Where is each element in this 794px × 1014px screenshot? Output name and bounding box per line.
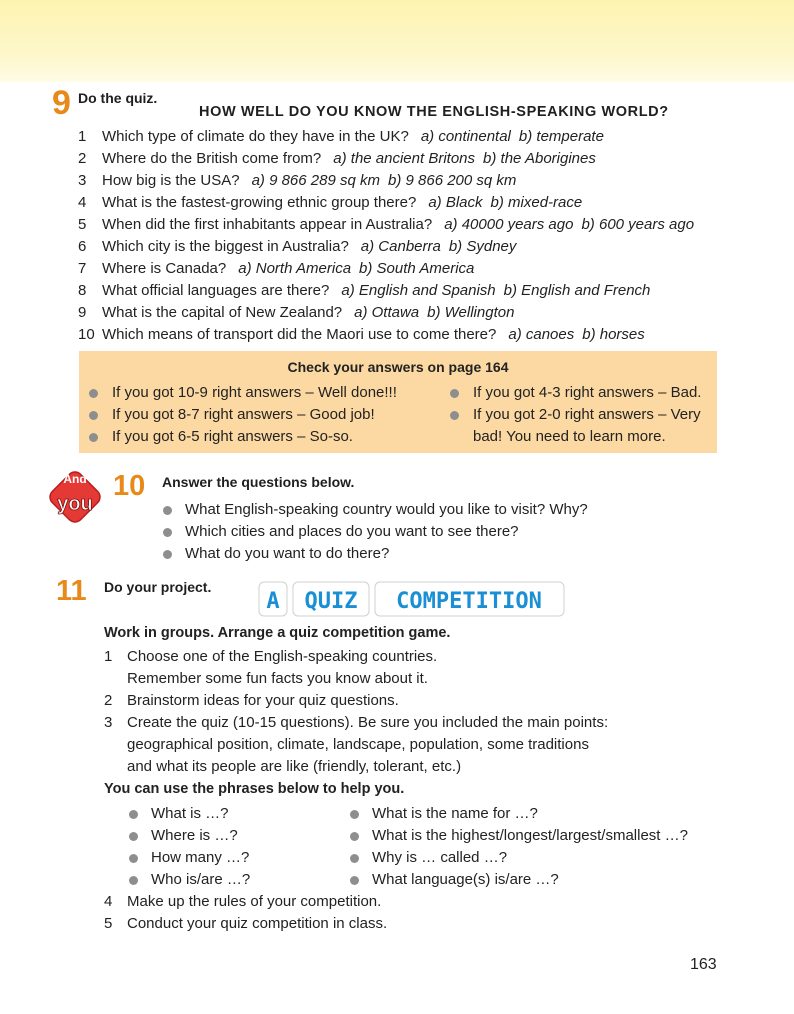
list-item: What do you want to do there?: [161, 543, 588, 565]
exercise-9-number: 9: [52, 84, 71, 122]
project-step: 2 Brainstorm ideas for your quiz questions.: [104, 692, 399, 709]
exercise-10-title: Answer the questions below.: [162, 474, 355, 490]
phrases-left: [127, 803, 250, 891]
quiz-question: 3 How big is the USA? a) 9 866 289 sq km b) 9 866 200 sq km: [78, 172, 517, 189]
bullet-icon: [129, 810, 138, 819]
project-step: 5 Conduct your quiz competition in class.: [104, 915, 388, 932]
bullet-icon: [129, 876, 138, 885]
phrase-item: Why is … called …?: [348, 847, 688, 869]
and-you-badge-icon: [44, 466, 106, 528]
bullet-icon: [163, 550, 172, 559]
bullet-icon: [89, 411, 98, 420]
project-step-continued: Remember some fun facts you know about it.: [127, 670, 428, 687]
page-header-band: [0, 0, 794, 82]
exercise-11-title: Do your project.: [104, 579, 212, 595]
quiz-question: 8 What official languages are there? a) English and Spanish b) English and French: [78, 282, 651, 299]
exercise-10-questions: [161, 499, 588, 565]
phrase-item: Where is …?: [127, 825, 250, 847]
quiz-question: 5 When did the first inhabitants appear in Australia? a) 40000 years ago b) 600 years ago: [78, 216, 695, 233]
banner-word: A: [266, 589, 280, 614]
quiz-question: 9 What is the capital of New Zealand? a) Ottawa b) Wellington: [78, 304, 515, 321]
phrase-item: How many …?: [127, 847, 250, 869]
bullet-icon: [163, 506, 172, 515]
project-step: 3 Create the quiz (10-15 questions). Be sure you included the main points:: [104, 714, 609, 731]
results-left: [79, 382, 397, 448]
results-right: [440, 382, 701, 448]
banner-word: COMPETITION: [396, 589, 542, 614]
bullet-icon: [350, 832, 359, 841]
bullet-icon: [129, 854, 138, 863]
project-step: 1 Choose one of the English-speaking countries.: [104, 648, 438, 665]
project-step-continued: geographical position, climate, landscape, population, some traditions: [127, 736, 589, 753]
project-step: 4 Make up the rules of your competition.: [104, 893, 382, 910]
exercise-11-number: 11: [56, 575, 87, 607]
answers-box: [79, 351, 717, 453]
result-item: If you got 4-3 right answers – Bad.: [440, 382, 701, 404]
result-item: If you got 10-9 right answers – Well done!!!: [79, 382, 397, 404]
result-item-continued: bad! You need to learn more.: [473, 428, 666, 445]
banner-word: QUIZ: [304, 589, 358, 614]
quiz-question: 2 Where do the British come from? a) the ancient Britons b) the Aborigines: [78, 150, 596, 167]
answers-title: Check your answers on page 164: [287, 359, 509, 375]
quiz-competition-banner: [258, 579, 566, 619]
phrase-item: What is …?: [127, 803, 250, 825]
quiz-question: 7 Where is Canada? a) North America b) South America: [78, 260, 475, 277]
phrases-intro: You can use the phrases below to help you.: [104, 781, 405, 797]
exercise-9-title: Do the quiz.: [78, 90, 158, 106]
phrase-item: What is the name for …?: [348, 803, 688, 825]
quiz-question: 6 Which city is the biggest in Australia? a) Canberra b) Sydney: [78, 238, 517, 255]
project-steps-b: [104, 891, 387, 935]
bullet-icon: [350, 810, 359, 819]
list-item: What English-speaking country would you like to visit? Why?: [161, 499, 588, 521]
quiz-question: 4 What is the fastest-growing ethnic group there? a) Black b) mixed-race: [78, 194, 583, 211]
badge-you-text: you: [57, 493, 93, 515]
exercise-10-number: 10: [113, 470, 146, 502]
bullet-icon: [450, 411, 459, 420]
bullet-icon: [129, 832, 138, 841]
project-intro: Work in groups. Arrange a quiz competition game.: [104, 625, 451, 641]
quiz-question-list: [78, 126, 694, 346]
bullet-icon: [450, 389, 459, 398]
bullet-icon: [350, 854, 359, 863]
bullet-icon: [163, 528, 172, 537]
phrase-item: What is the highest/longest/largest/smallest …?: [348, 825, 688, 847]
list-item: Which cities and places do you want to see there?: [161, 521, 588, 543]
phrase-item: What language(s) is/are …?: [348, 869, 688, 891]
bullet-icon: [89, 433, 98, 442]
quiz-heading: HOW WELL DO YOU KNOW THE ENGLISH-SPEAKING WORLD?: [199, 104, 669, 120]
quiz-question: 1 Which type of climate do they have in the UK? a) continental b) temperate: [78, 128, 604, 145]
project-steps-a: [104, 646, 608, 778]
phrase-item: Who is/are …?: [127, 869, 250, 891]
project-step-continued: and what its people are like (friendly, tolerant, etc.): [127, 758, 462, 775]
phrases-right: [348, 803, 688, 891]
bullet-icon: [89, 389, 98, 398]
page-number: 163: [690, 956, 717, 973]
bullet-icon: [350, 876, 359, 885]
result-item: If you got 8-7 right answers – Good job!: [79, 404, 397, 426]
result-item: If you got 2-0 right answers – Very: [440, 404, 701, 426]
badge-and-text: And: [63, 472, 87, 486]
result-item: If you got 6-5 right answers – So-so.: [79, 426, 397, 448]
quiz-question: 10 Which means of transport did the Maori use to come there? a) canoes b) horses: [78, 326, 645, 343]
